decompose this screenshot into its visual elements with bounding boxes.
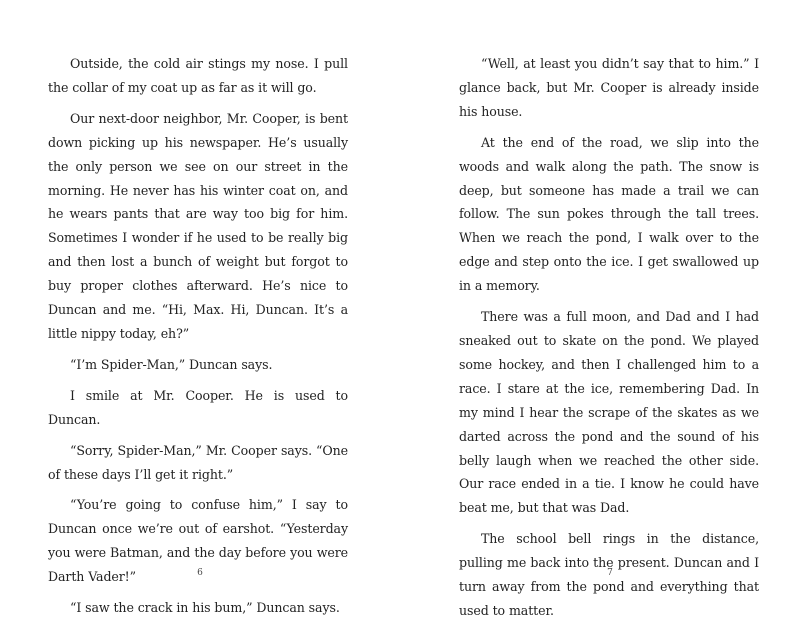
paragraph: At the end of the road, we slip into the woods and walk along the path. The snow is deep, but someone has made a trail we can follow. The sun pokes through the tall trees. When we reach the pond, I walk over to the edge and step onto the ice. I get swallowed up in a memory. bbox=[459, 134, 759, 294]
page-number: 7 bbox=[607, 568, 613, 578]
paragraph: There was a full moon, and Dad and I had sneaked out to skate on the pond. We played some hockey, and then I challenged him to a race. I stare at the ice, remembering Dad. In my mind I hear the scrape of the skates as we darted across the pond and the sound of his belly laugh when we reached the other side. Our race ended in a tie. I know he could have beat me, but that was Dad. bbox=[459, 309, 759, 516]
paragraph: “You’re going to confuse him,” I say to Duncan once we’re out of earshot. “Yesterday you were Batman, and the day before you were Darth Vader!” bbox=[48, 497, 348, 585]
paragraph: “I saw the crack in his bum,” Duncan says. bbox=[70, 600, 340, 616]
paragraph: Outside, the cold air stings my nose. I pull the collar of my coat up as far as it will go. bbox=[48, 56, 348, 95]
paragraph: “Sorry, Spider-Man,” Mr. Cooper says. “One of these days I’ll get it right.” bbox=[48, 442, 348, 482]
paragraph: “Well, at least you didn’t say that to him.” I glance back, but Mr. Cooper is already inside his house. bbox=[459, 56, 759, 119]
paragraph: Our next-door neighbor, Mr. Cooper, is bent down picking up his newspaper. He’s usually the only person we see on our street in the morning. He never has his winter coat on, and he wears pants that are way too big for him. Sometimes I wonder if he used to be really big and then lost a bunch of weight but forgot to buy proper clothes afterward. He’s nice to Duncan and me. “Hi, Max. Hi, Duncan. It’s a little nippy today, eh?” bbox=[48, 110, 348, 341]
paragraph: The school bell rings in the distance, pulling me back into the present. Duncan and I turn away from the pond and everything that used to matter. bbox=[459, 531, 759, 618]
paragraph: “I’m Spider-Man,” Duncan says. bbox=[70, 356, 273, 372]
page-number: 6 bbox=[197, 568, 203, 578]
right-page bbox=[459, 52, 759, 630]
paragraph: I smile at Mr. Cooper. He is used to Duncan. bbox=[48, 387, 348, 427]
left-page bbox=[48, 52, 348, 627]
